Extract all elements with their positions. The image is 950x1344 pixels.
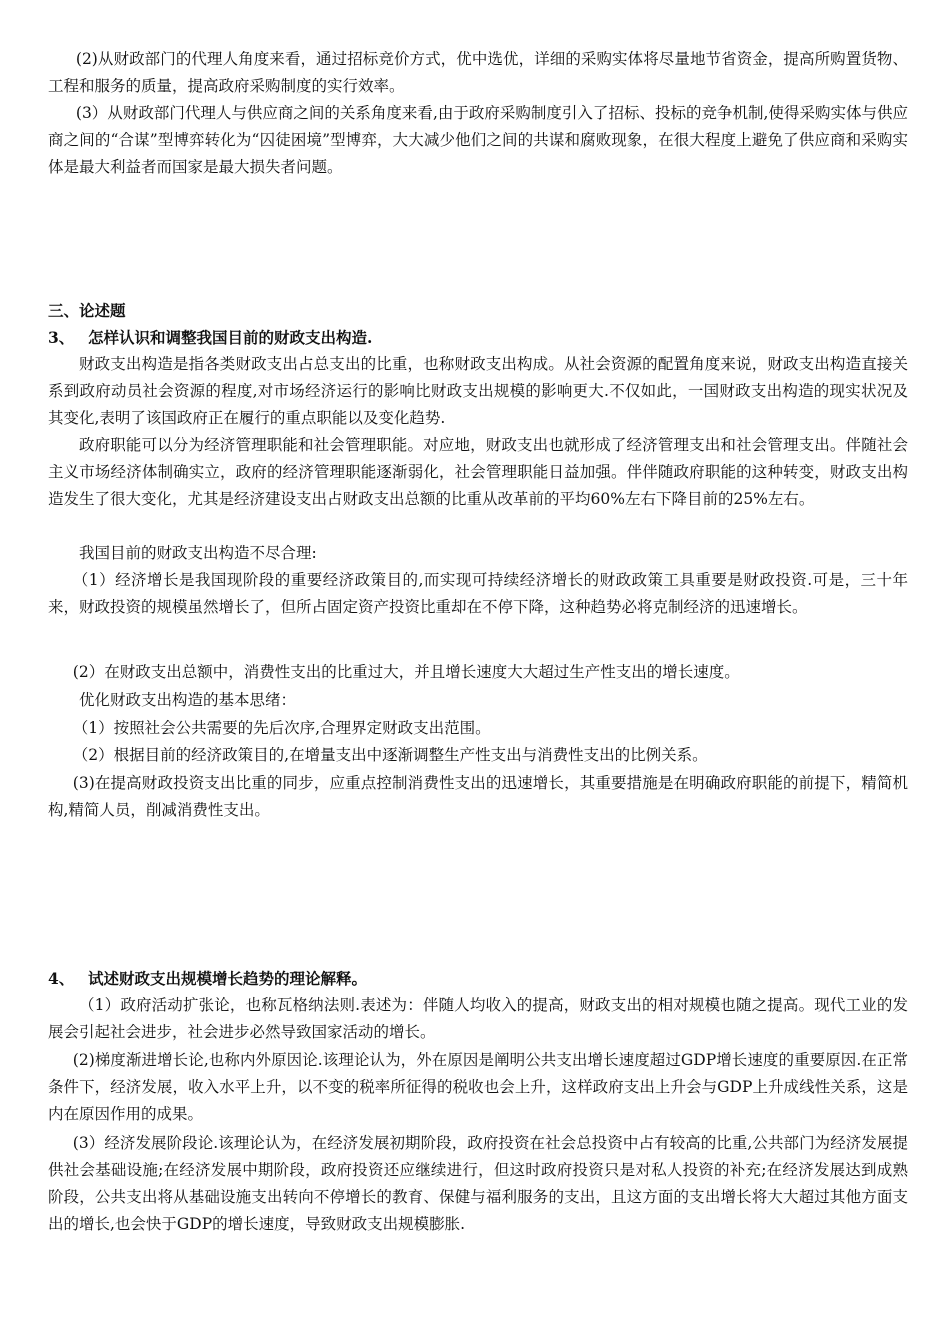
question-4-number: 4、 <box>48 969 75 988</box>
q4-paragraph-3: (3）经济发展阶段论.该理论认为，在经济发展初期阶段，政府投资在社会总投资中占有较高的比重,公共部门为经济发展提供社会基础设施;在经济发展中期阶段，政府投资还应继续进行，但这时政府投资只是对私人投资的补充;在经济发展达到成熟阶段，公共支出将从基础设施支出转向不停增长的教育、保健与福利服务的支出，且这方面的支出增长将大大超过其他方面支出的增长,也会快于GDP的增长速度，导致财政支出规模膨胀. <box>48 1134 908 1233</box>
q3-paragraph-1: 财政支出构造是指各类财政支出占总支出的比重，也称财政支出构成。从社会资源的配置角度来说，财政支出构造直接关系到政府动员社会资源的程度,对市场经济运行的影响比财政支出规模的影响更大.不仅如此，一国财政支出构造的现实状况及其变化,表明了该国政府正在履行的重点职能以及变化趋势. <box>48 355 908 427</box>
question-4-heading <box>48 965 908 992</box>
q3-paragraph-2: 政府职能可以分为经济管理职能和社会管理职能。对应地，财政支出也就形成了经济管理支出和社会管理支出。伴随社会主义市场经济体制确实立，政府的经济管理职能逐渐弱化，社会管理职能日益加强。伴伴随政府职能的这种转变，财政支出构造发生了很大变化，尤其是经济建设支出占财政支出总额的比重从改革前的平均60%左右下降目前的25%左右。 <box>48 436 908 508</box>
q3-paragraph-4: （1）经济增长是我国现阶段的重要经济政策目的,而实现可持续经济增长的财政政策工具重要是财政投资.可是，三十年来，财政投资的规模虽然增长了，但所占固定资产投资比重却在不停下降，这种趋势必将克制经济的迅速增长。 <box>48 571 908 616</box>
q4-paragraph-2: (2)梯度渐进增长论,也称内外原因论.该理论认为，外在原因是阐明公共支出增长速度超过GDP增长速度的重要原因.在正常条件下，经济发展，收入水平上升，以不变的税率所征得的税收也会上升，这样政府支出上升会与GDP上升成线性关系，这是内在原因作用的成果。 <box>48 1051 908 1123</box>
question-3-number: 3、 <box>48 328 75 347</box>
paragraph-s1-3: (3）从财政部门代理人与供应商之间的关系角度来看,由于政府采购制度引入了招标、投标的竞争机制,使得采购实体与供应商之间的“合谋”型博弈转化为“囚徒困境”型博弈，大大减少他们之间的共谋和腐败现象，在很大程度上避免了供应商和采购实体是最大利益者而国家是最大损失者问题。 <box>48 104 908 176</box>
question-4-title: 试述财政支出规模增长趋势的理论解释。 <box>88 969 368 988</box>
q3-paragraph-8: （2）根据目前的经济政策目的,在增量支出中逐渐调整生产性支出与消费性支出的比例关系。 <box>72 746 708 764</box>
q3-paragraph-7: （1）按照社会公共需要的先后次序,合理界定财政支出范围。 <box>72 719 491 737</box>
question-3-heading <box>48 324 908 351</box>
q3-paragraph-5: (2）在财政支出总额中，消费性支出的比重过大，并且增长速度大大超过生产性支出的增长速度。 <box>72 663 740 681</box>
q3-paragraph-6: 优化财政支出构造的基本思绪： <box>79 691 297 709</box>
paragraph-s1-2: (2)从财政部门的代理人角度来看，通过招标竞价方式，优中选优，详细的采购实体将尽量地节省资金，提高所购置货物、工程和服务的质量，提高政府采购制度的实行效率。 <box>48 50 908 95</box>
section-title: 三、论述题 <box>48 301 126 320</box>
q3-paragraph-3: 我国目前的财政支出构造不尽合理: <box>79 544 317 562</box>
q4-paragraph-1: （1）政府活动扩张论，也称瓦格纳法则.表述为：伴随人均收入的提高，财政支出的相对规模也随之提高。现代工业的发展会引起社会进步，社会进步必然导致国家活动的增长。 <box>48 996 908 1041</box>
question-3-title: 怎样认识和调整我国目前的财政支出构造. <box>88 328 373 347</box>
q3-paragraph-9: (3)在提高财政投资支出比重的同步，应重点控制消费性支出的迅速增长，其重要措施是在明确政府职能的前提下，精简机构,精简人员，削减消费性支出。 <box>48 774 908 819</box>
